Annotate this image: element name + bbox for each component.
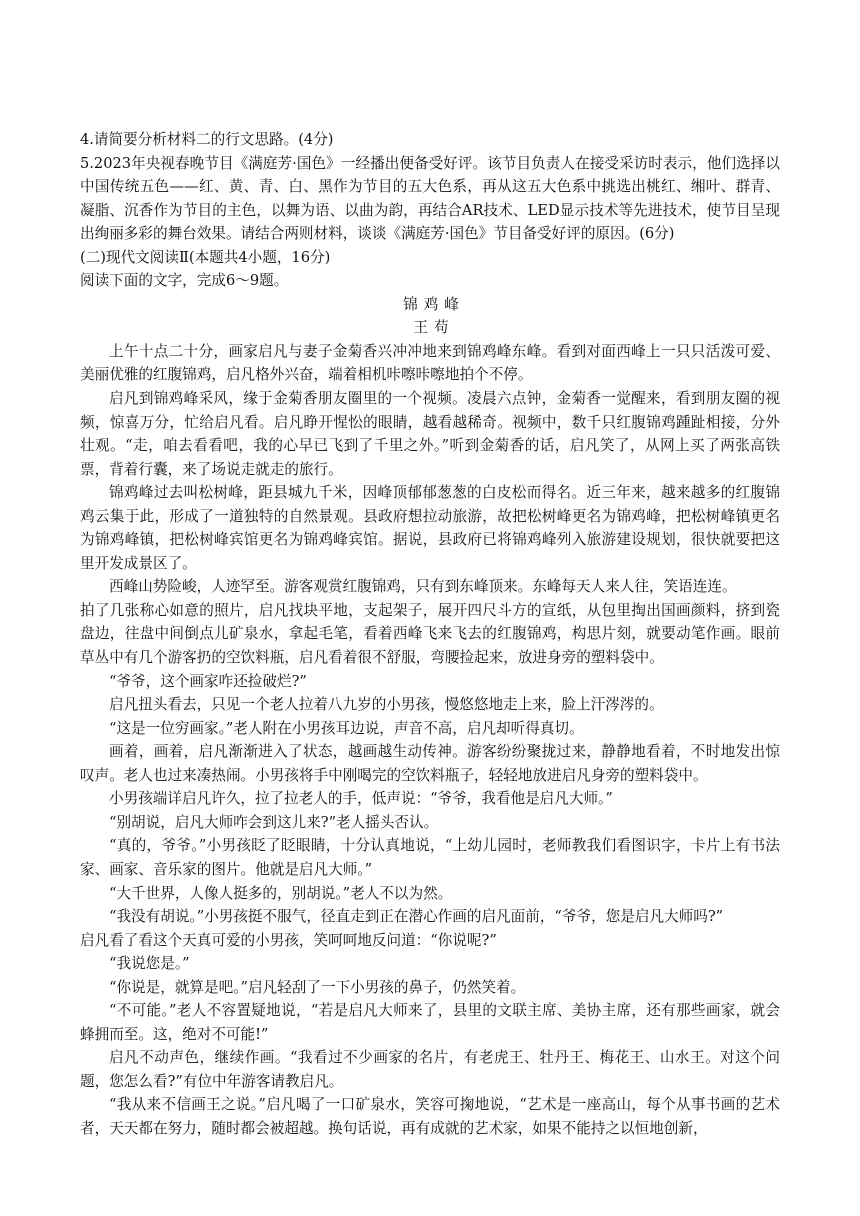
- dialogue-line: “这是一位穷画家。”老人附在小男孩耳边说，声音不高，启凡却听得真切。: [109, 719, 584, 737]
- paragraph: 上午十点二十分，画家启凡与妻子金菊香兴冲冲地来到锦鸡峰东峰。看到对面西峰上一只只活泼可爱、美丽优雅的红腹锦鸡，启凡格外兴奋，端着相机咔嚓咔嚓地拍个不停。: [80, 342, 780, 384]
- dialogue-line: “你说是，就算是吧。”启凡轻刮了一下小男孩的鼻子，仍然笑着。: [109, 978, 526, 996]
- paragraph: 启凡不动声色，继续作画。“我看过不少画家的名片，有老虎王、牡丹王、梅花王、山水王。对这个问题，您怎么看?”有位中年游客请教启凡。: [80, 1049, 780, 1090]
- dialogue-line: “不可能。”老人不容置疑地说，“若是启凡大师来了，县里的文联主席、美协主席，还有那些画家，就会蜂拥而至。这，绝对不可能!”: [80, 1002, 780, 1043]
- dialogue-line: “爷爷，这个画家咋还捡破烂?”: [109, 672, 307, 690]
- question-4: 4.请简要分析材料二的行文思路。(4分): [80, 131, 334, 148]
- dialogue-line: “大千世界，人像人挺多的，别胡说。”老人不以为然。: [109, 884, 453, 902]
- paragraph: 启凡扭头看去，只见一个老人拉着八九岁的小男孩，慢悠悠地走上来，脸上汗涔涔的。: [109, 696, 664, 714]
- section-instruction: 阅读下面的文字，完成6～9题。: [80, 272, 289, 290]
- paragraph: 拍了几张称心如意的照片，启凡找块平地，支起架子，展开四尺斗方的宣纸，从包里掏出国画颜料，挤到瓷盘边，往盘中间倒点儿矿泉水，拿起毛笔，看着西峰飞来飞去的红腹锦鸡，构思片刻，就要动笔作画。眼前草丛中有几个游客扔的空饮料瓶，启凡看着很不舒服，弯腰捡起来，放进身旁的塑料袋中。: [80, 601, 780, 667]
- article-title: 锦鸡峰: [403, 295, 465, 313]
- paragraph: 启凡到锦鸡峰采风，缘于金菊香朋友圈里的一个视频。凌晨六点钟，金菊香一觉醒来，看到朋友圈的视频，惊喜万分，忙给启凡看。启凡睁开惺忪的眼睛，越看越稀奇。视频中，数千只红腹锦鸡踵趾相接，分外壮观。“走，咱去看看吧，我的心早已飞到了千里之外。”听到金菊香的话，启凡笑了，从网上买了两张高铁票，背着行囊，来了场说走就走的旅行。: [80, 390, 780, 478]
- question-5: 5.2023年央视春晚节目《满庭芳·国色》一经播出便备受好评。该节目负责人在接受采访时表示，他们选择以中国传统五色——红、黄、青、白、黑作为节目的五大色系，再从这五大色系中挑选出桃红、缃叶、群青、凝脂、沉香作为节目的主色，以舞为语、以曲为韵，再结合AR技术、LED显示技术等先进技术，使节目呈现出绚丽多彩的舞台效果。请结合两则材料，谈谈《满庭芳·国色》节目备受好评的原因。(6分): [80, 154, 780, 243]
- dialogue-line: “别胡说，启凡大师咋会到这儿来?”老人摇头否认。: [109, 813, 439, 831]
- paragraph: 锦鸡峰过去叫松树峰，距县城九千米，因峰顶郁郁葱葱的白皮松而得名。近三年来，越来越多的红腹锦鸡云集于此，形成了一道独特的自然景观。县政府想拉动旅游，故把松树峰更名为锦鸡峰，把松树峰镇更名为锦鸡峰镇，把松树峰宾馆更名为锦鸡峰宾馆。据说，县政府已将锦鸡峰列入旅游建设规划，很快就要把这里开发成景区了。: [80, 484, 780, 572]
- paragraph: 画着，画着，启凡渐渐进入了状态，越画越生动传神。游客纷纷聚拢过来，静静地看着，不时地发出惊叹声。老人也过来凑热闹。小男孩将手中刚喝完的空饮料瓶子，轻轻地放进启凡身旁的塑料袋中。: [80, 743, 780, 784]
- section-heading: (二)现代文阅读Ⅱ(本题共4小题，16分): [80, 248, 331, 266]
- paragraph: 西峰山势险峻，人迹罕至。游客观赏红腹锦鸡，只有到东峰顶来。东峰每天人来人往，笑语连连。: [109, 578, 737, 596]
- article-author: 王苟: [413, 319, 455, 337]
- paragraph: 小男孩端详启凡许久，拉了拉老人的手，低声说：“爷爷，我看他是启凡大师。”: [109, 790, 613, 808]
- dialogue-line: “我从来不信画王之说。”启凡喝了一口矿泉水，笑容可掬地说，“艺术是一座高山，每个从事书画的艺术者，天天都在努力，随时都会被超越。换句话说，再有成就的艺术家，如果不能持之以恒地创新，: [80, 1096, 780, 1137]
- dialogue-line: “我没有胡说。”小男孩挺不服气，径直走到正在潜心作画的启凡面前，“爷爷，您是启凡大师吗?”: [109, 908, 724, 926]
- paragraph: 启凡看了看这个天真可爱的小男孩，笑呵呵地反问道：“你说呢?”: [80, 931, 497, 949]
- dialogue-line: “我说您是。”: [109, 955, 190, 973]
- dialogue-line: “真的，爷爷。”小男孩眨了眨眼睛，十分认真地说，“上幼儿园时，老师教我们看图识字，卡片上有书法家、画家、音乐家的图片。他就是启凡大师。”: [80, 837, 780, 878]
- exam-page: [80, 128, 780, 1141]
